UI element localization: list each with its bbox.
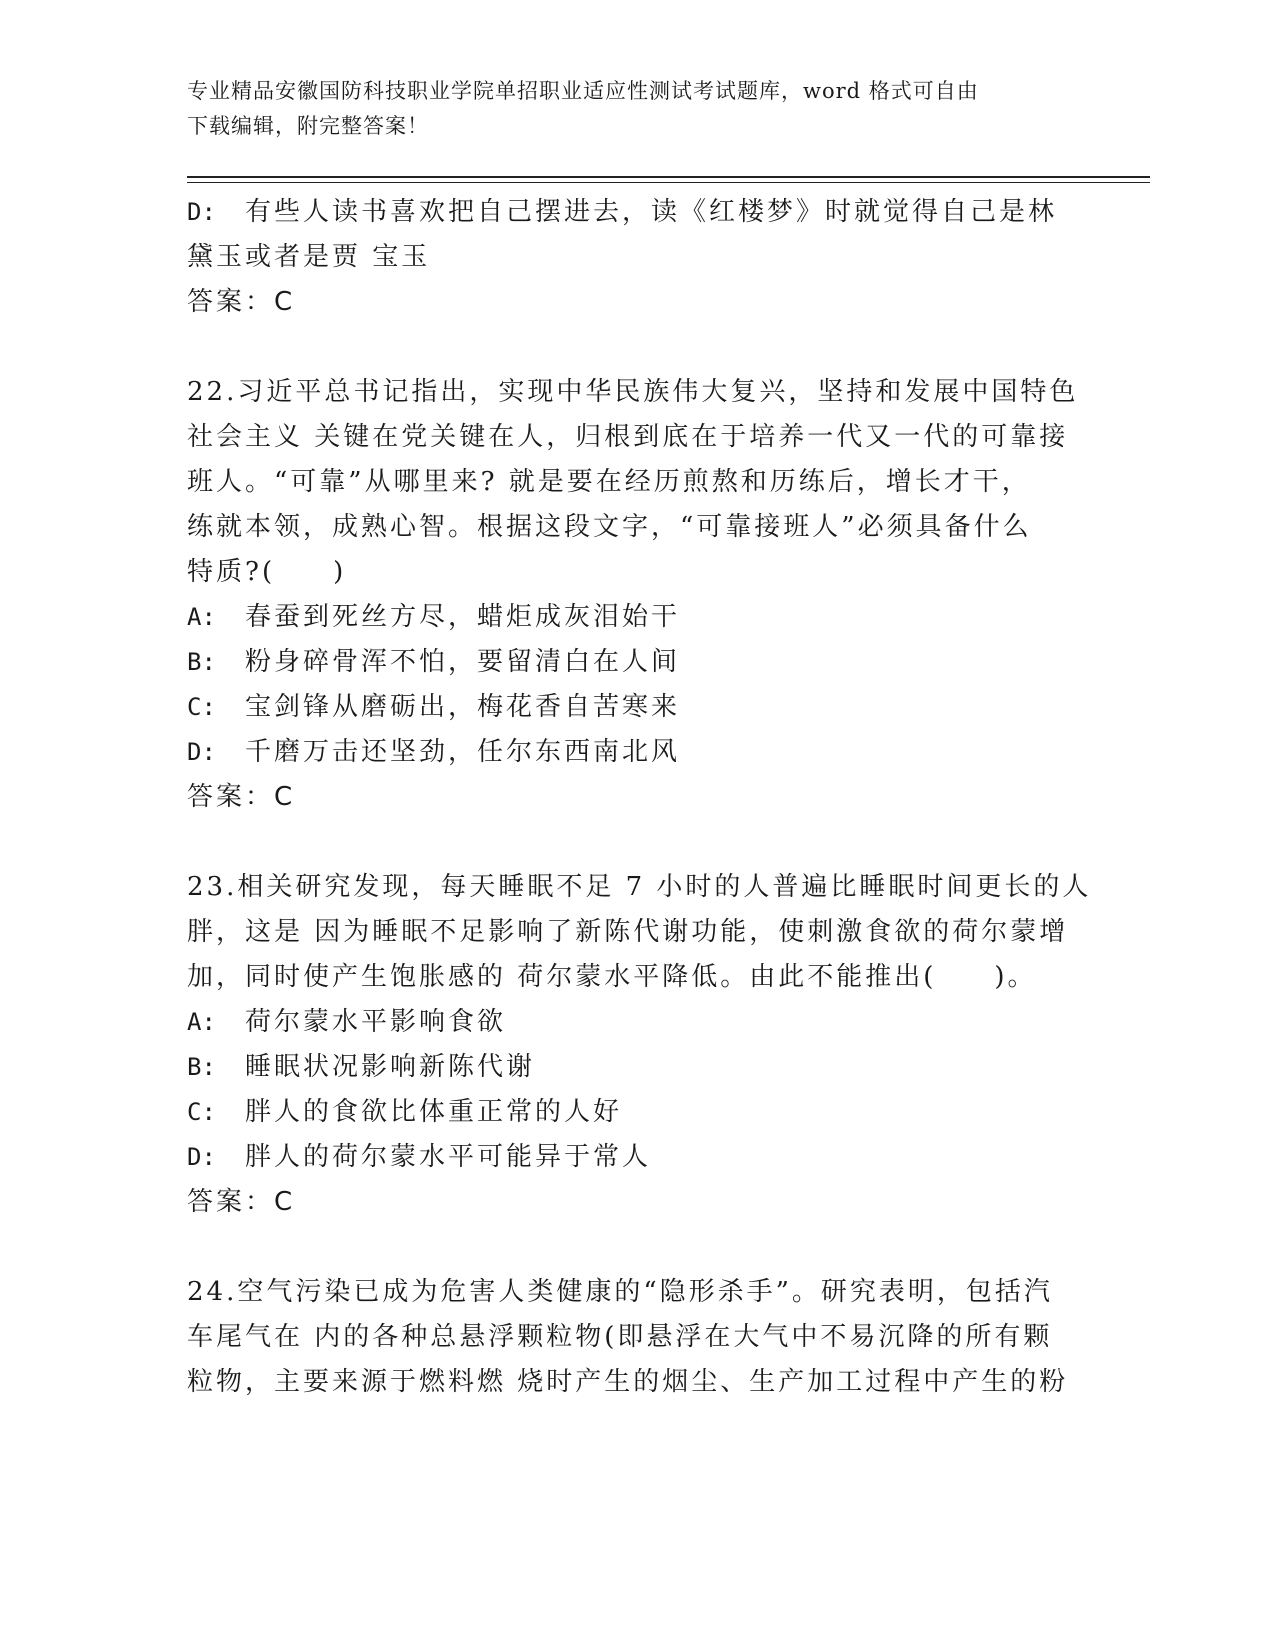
option-b [187, 640, 1087, 685]
question-stem-line: 班人。“可靠”从哪里来? 就是要在经历煎熬和历练后，增长才干， [187, 467, 1031, 497]
option-text: 有些人读书喜欢把自己摆进去，读《红楼梦》时就觉得自己是林 [245, 197, 1058, 227]
option-a [187, 595, 1087, 640]
question-stem-line: 粒物，主要来源于燃料燃 烧时产生的烟尘、生产加工过程中产生的粉 [187, 1367, 1069, 1397]
option-letter: B: [187, 1053, 216, 1081]
option-c [187, 685, 1087, 730]
option-d [187, 190, 1087, 235]
header-rule-thin [187, 182, 1150, 183]
option-text-continued: 黛玉或者是贾 宝玉 [187, 242, 431, 272]
answer-line: 答案：C [187, 287, 296, 317]
document-body [187, 190, 1092, 1405]
option-a [187, 1000, 1087, 1045]
question-stem-line: 练就本领，成熟心智。根据这段文字，“可靠接班人”必须具备什么 [187, 512, 1032, 542]
header-line-1: 专业精品安徽国防科技职业学院单招职业适应性测试考试题库，word 格式可自由 [187, 79, 979, 103]
question-stem-line: 特质?( ) [187, 557, 347, 587]
option-letter: D: [187, 198, 216, 226]
option-letter: D: [187, 1143, 216, 1171]
answer-line: 答案：C [187, 782, 296, 812]
option-text: 胖人的食欲比体重正常的人好 [245, 1097, 623, 1127]
option-b [187, 1045, 1087, 1090]
option-text: 宝剑锋从磨砺出，梅花香自苦寒来 [245, 692, 681, 722]
option-text: 千磨万击还坚劲，任尔东西南北风 [245, 737, 681, 767]
option-letter: D: [187, 738, 216, 766]
option-letter: A: [187, 603, 216, 631]
answer-line: 答案：C [187, 1187, 296, 1217]
option-d [187, 1135, 1087, 1180]
question-stem-line: 22.习近平总书记指出，实现中华民族伟大复兴，坚持和发展中国特色 [187, 377, 1079, 407]
page-header [187, 74, 1087, 144]
question-stem-line: 24.空气污染已成为危害人类健康的“隐形杀手”。研究表明，包括汽 [187, 1277, 1053, 1307]
option-text: 荷尔蒙水平影响食欲 [245, 1007, 507, 1037]
question-stem-line: 加，同时使产生饱胀感的 荷尔蒙水平降低。由此不能推出( )。 [187, 962, 1037, 992]
option-d [187, 730, 1087, 775]
question-stem-line: 车尾气在 内的各种总悬浮颗粒物(即悬浮在大气中不易沉降的所有颗 [187, 1322, 1053, 1352]
header-rule-thick [187, 176, 1150, 178]
option-text: 胖人的荷尔蒙水平可能异于常人 [245, 1142, 652, 1172]
option-letter: C: [187, 693, 216, 721]
option-letter: C: [187, 1098, 216, 1126]
option-text: 睡眠状况影响新陈代谢 [245, 1052, 536, 1082]
question-stem-line: 社会主义 关键在党关键在人，归根到底在于培养一代又一代的可靠接 [187, 422, 1069, 452]
option-text: 春蚕到死丝方尽，蜡炬成灰泪始干 [245, 602, 681, 632]
question-23 [187, 865, 1092, 1225]
question-stem-line: 23.相关研究发现，每天睡眠不足 7 小时的人普遍比睡眠时间更长的人 [187, 872, 1092, 902]
question-22 [187, 370, 1087, 820]
option-letter: A: [187, 1008, 216, 1036]
question-24 [187, 1270, 1087, 1405]
question-21-tail [187, 190, 1087, 325]
header-line-2: 下载编辑，附完整答案！ [187, 114, 429, 138]
option-letter: B: [187, 648, 216, 676]
question-stem-line: 胖，这是 因为睡眠不足影响了新陈代谢功能，使刺激食欲的荷尔蒙增 [187, 917, 1069, 947]
option-text: 粉身碎骨浑不怕，要留清白在人间 [245, 647, 681, 677]
option-c [187, 1090, 1087, 1135]
